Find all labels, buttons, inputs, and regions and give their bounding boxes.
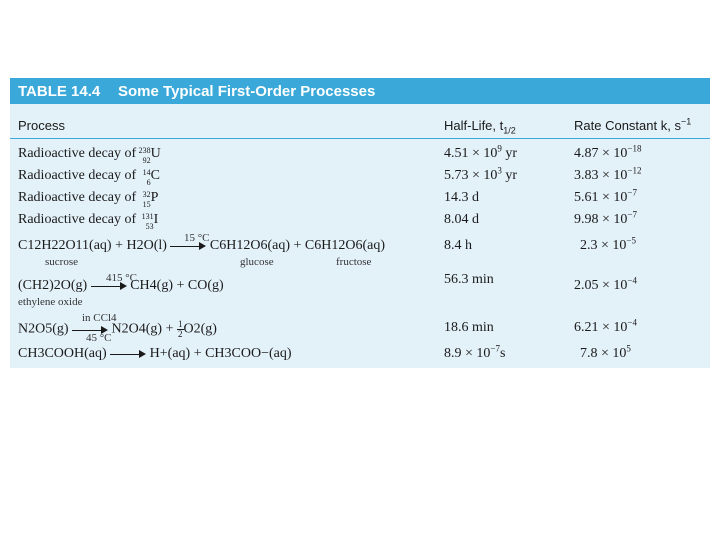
- element-symbol: C: [150, 168, 161, 183]
- reaction-arrow: [110, 349, 146, 359]
- table-row-acetic-acid: [18, 346, 292, 362]
- atomic-number: 92: [142, 156, 151, 165]
- half-life-value: 5.73 × 10: [444, 168, 498, 183]
- isotope-notation: [140, 212, 154, 231]
- element-symbol: P: [150, 190, 159, 205]
- rate-value: 2.3 × 10: [580, 238, 627, 253]
- half-life-value: 8.9 × 10: [444, 346, 491, 361]
- rate-exponent: −7: [627, 209, 637, 220]
- rate-acetic-acid: [580, 343, 631, 362]
- reactant-formula: (CH2)2O(g): [18, 278, 88, 293]
- rate-uranium: [574, 143, 642, 162]
- atomic-number: 53: [145, 222, 154, 231]
- fraction-numerator: 1: [178, 319, 183, 329]
- half-life-carbon: [444, 165, 518, 184]
- table-row-n2o5: [18, 320, 217, 339]
- rate-value: 5.61 × 10: [574, 190, 628, 205]
- rate-value: 4.87 × 10: [574, 146, 628, 161]
- products-formula: N2O4(g) +: [111, 321, 174, 337]
- atomic-number: 15: [142, 200, 151, 209]
- products-formula: CH4(g) + CO(g): [130, 278, 224, 293]
- half-life-uranium: [444, 143, 518, 162]
- rate-value: 7.8 × 10: [580, 346, 627, 361]
- half-life-exponent: 3: [497, 165, 502, 176]
- reactant-formula: CH3COOH(aq): [18, 346, 107, 361]
- rate-ethylene-oxide: [574, 275, 637, 294]
- column-header-process: Process: [18, 118, 65, 133]
- half-life-unit: s: [499, 346, 506, 361]
- rate-n2o5: [574, 317, 637, 336]
- reaction-condition: 415 °C: [106, 272, 137, 284]
- table-row-carbon: [18, 168, 161, 187]
- table-number: TABLE 14.4: [18, 83, 101, 100]
- table-row-iodine: [18, 212, 159, 231]
- process-text: Radioactive decay of: [18, 168, 137, 183]
- reaction-condition: 15 °C: [184, 232, 210, 244]
- mass-number: 14: [142, 168, 151, 177]
- rate-sucrose: [580, 235, 636, 254]
- rate-exponent: −18: [627, 143, 642, 154]
- element-symbol: U: [150, 146, 161, 161]
- rate-value: 6.21 × 10: [574, 320, 628, 335]
- header-rule: [10, 138, 710, 139]
- products-formula: H+(aq) + CH3COO−(aq): [149, 346, 292, 361]
- isotope-notation: [140, 190, 151, 209]
- isotope-notation: [140, 168, 151, 187]
- rate-value: 9.98 × 10: [574, 212, 628, 227]
- rate-exponent: −5: [626, 235, 636, 246]
- table-title: Some Typical First-Order Processes: [118, 83, 376, 100]
- label-fructose: fructose: [336, 256, 372, 268]
- label-sucrose: sucrose: [45, 256, 78, 268]
- column-header-half-life: [444, 118, 516, 136]
- rate-exponent: −12: [627, 165, 642, 176]
- label-glucose: glucose: [240, 256, 274, 268]
- table-row-uranium: [18, 146, 161, 165]
- rate-value: 3.83 × 10: [574, 168, 628, 183]
- process-text: Radioactive decay of: [18, 190, 137, 205]
- first-order-processes-table: [10, 78, 710, 368]
- half-life-label: Half-Life, t: [444, 118, 504, 133]
- half-life-ethylene-oxide: 56.3 min: [444, 272, 494, 287]
- rate-exponent: −4: [627, 275, 637, 286]
- half-life-value: 4.51 × 10: [444, 146, 498, 161]
- process-text: Radioactive decay of: [18, 146, 137, 161]
- rate-value: 2.05 × 10: [574, 278, 628, 293]
- rate-carbon: [574, 165, 642, 184]
- table-title-bar: [10, 78, 710, 104]
- reaction-condition-temp: 45 °C: [86, 332, 112, 344]
- reactant-formula: N2O5(g): [18, 321, 69, 337]
- rate-constant-exponent: −1: [680, 116, 692, 127]
- atomic-number: 6: [146, 178, 151, 187]
- half-life-subscript: 1/2: [503, 125, 516, 136]
- half-life-exponent: −7: [490, 343, 500, 354]
- rate-iodine: [574, 209, 637, 228]
- half-life-n2o5: 18.6 min: [444, 320, 494, 335]
- half-life-unit: yr: [501, 168, 518, 183]
- products-formula-oxygen: O2(g): [183, 321, 217, 337]
- half-life-phosphorus: 14.3 d: [444, 190, 479, 205]
- half-life-sucrose: 8.4 h: [444, 238, 472, 253]
- element-symbol: I: [153, 212, 159, 227]
- column-header-rate-constant: [574, 118, 691, 133]
- rate-constant-label: Rate Constant k, s: [574, 118, 681, 133]
- process-text: Radioactive decay of: [18, 212, 137, 227]
- reaction-condition-solvent: in CCl4: [82, 312, 117, 324]
- rate-phosphorus: [574, 187, 637, 206]
- rate-exponent: −4: [627, 317, 637, 328]
- label-ethylene-oxide: ethylene oxide: [18, 296, 83, 308]
- rate-exponent: −7: [627, 187, 637, 198]
- half-life-iodine: 8.04 d: [444, 212, 479, 227]
- mass-number: 238: [138, 146, 151, 155]
- isotope-notation: [138, 146, 151, 165]
- products-formula: C6H12O6(aq) + C6H12O6(aq): [209, 238, 386, 253]
- fraction-denominator: 2: [178, 329, 183, 339]
- half-life-unit: yr: [501, 146, 518, 161]
- table-row-phosphorus: [18, 190, 159, 209]
- mass-number: 32: [142, 190, 151, 199]
- half-life-acetic-acid: [444, 343, 506, 362]
- mass-number: 131: [141, 212, 154, 221]
- half-life-exponent: 9: [497, 143, 502, 154]
- reactants-formula: C12H22O11(aq) + H2O(l): [18, 238, 167, 253]
- rate-exponent: 5: [626, 343, 631, 354]
